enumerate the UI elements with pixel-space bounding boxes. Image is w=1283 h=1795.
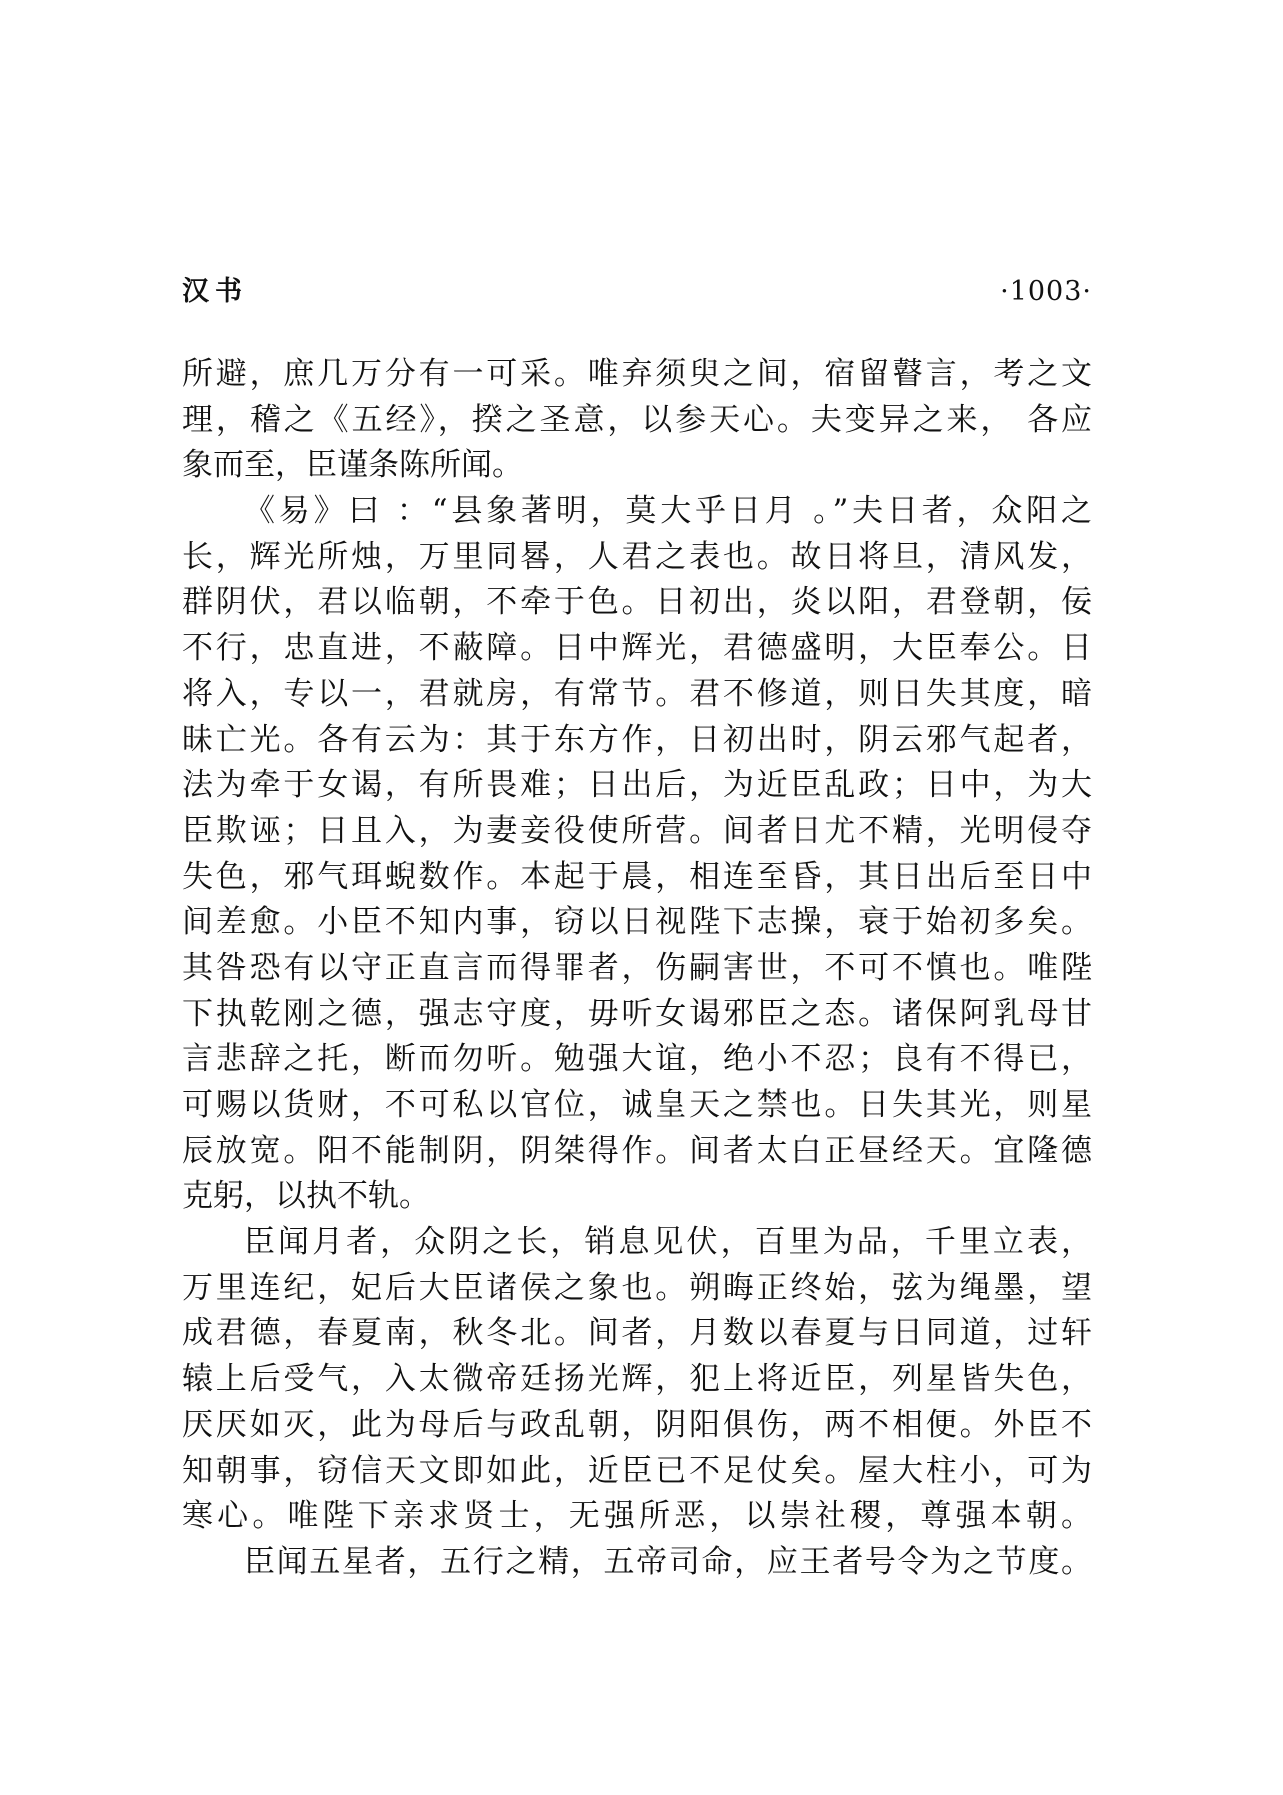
text-line: 知朝事，窃信天文即如此，近臣已不足仗矣。屋大柱小，可为 [182,1452,1092,1489]
text-line: 将入，专以一，君就房，有常节。君不修道，则日失其度，暗 [182,675,1092,712]
text-line: 万里连纪，妃后大臣诸侯之象也。朔晦正终始，弦为绳墨，望 [182,1269,1092,1306]
text-line: 所避，庶几万分有一可采。唯弃须臾之间，宿留瞽言，考之文 [182,356,1092,392]
text-line: 失色，邪气珥蜺数作。本起于晨，相连至昏，其日出后至日中 [182,858,1092,895]
text-line: 理，稽之《五经》，揆之圣意，以参天心。夫变异之来， 各应 [182,401,1092,438]
text-line: 可赐以货财，不可私以官位，诚皇天之禁也。日失其光，则星 [182,1087,1092,1123]
text-line: 《易》曰 ：“县象著明，莫大乎日月 。”夫日者，众阳之 [244,493,1092,530]
book-title: 汉书 [182,276,248,307]
text-line: 下执乾刚之德，强志守度，毋听女谒邪臣之态。诸保阿乳母甘 [182,995,1092,1032]
text-line: 臣欺诬；日且入，为妻妾役使所营。间者日尤不精，光明侵夺 [182,812,1092,849]
text-line: 长，辉光所烛，万里同晷，人君之表也。故日将旦，清风发， [182,538,1092,575]
text-line: 象而至，臣谨条陈所闻。 [182,447,523,484]
text-line: 辕上后受气，入太微帝廷扬光辉，犯上将近臣，列星皆失色， [182,1361,1092,1398]
text-line: 克躬，以执不轨。 [182,1178,430,1215]
text-line: 间差愈。小臣不知内事，窃以日视陛下志操，衰于始初多矣。 [182,904,1092,941]
body-text [182,352,1092,1586]
text-line: 辰放宽。阳不能制阴，阴桀得作。间者太白正昼经天。宜隆德 [182,1132,1092,1169]
page-number: ·1003· [1000,276,1092,307]
text-line: 法为牵于女谒，有所畏难；日出后，为近臣乱政；日中，为大 [182,767,1092,804]
text-line: 臣闻五星者，五行之精，五帝司命，应王者号令为之节度。 [244,1543,1092,1580]
running-head [182,270,1092,314]
text-line: 其咎恐有以守正直言而得罪者，伤嗣害世，不可不慎也。唯陛 [182,949,1092,986]
text-line: 昧亡光。各有云为：其于东方作，日初出时，阴云邪气起者， [182,721,1092,758]
text-line: 群阴伏，君以临朝，不牵于色。日初出，炎以阳，君登朝，佞 [182,584,1092,621]
text-line: 厌厌如灭，此为母后与政乱朝，阴阳俱伤，两不相便。外臣不 [182,1406,1092,1443]
text-line: 言悲辞之托，断而勿听。勉强大谊，绝小不忍；良有不得已， [182,1041,1092,1078]
text-line: 成君德，春夏南，秋冬北。间者，月数以春夏与日同道，过轩 [182,1315,1092,1352]
text-line: 臣闻月者，众阴之长，销息见伏，百里为品，千里立表， [244,1224,1092,1261]
text-line: 寒心。唯陛下亲求贤士，无强所恶，以崇社稷，尊强本朝。 [182,1498,1092,1535]
text-line: 不行，忠直进，不蔽障。日中辉光，君德盛明，大臣奉公。日 [182,630,1092,667]
